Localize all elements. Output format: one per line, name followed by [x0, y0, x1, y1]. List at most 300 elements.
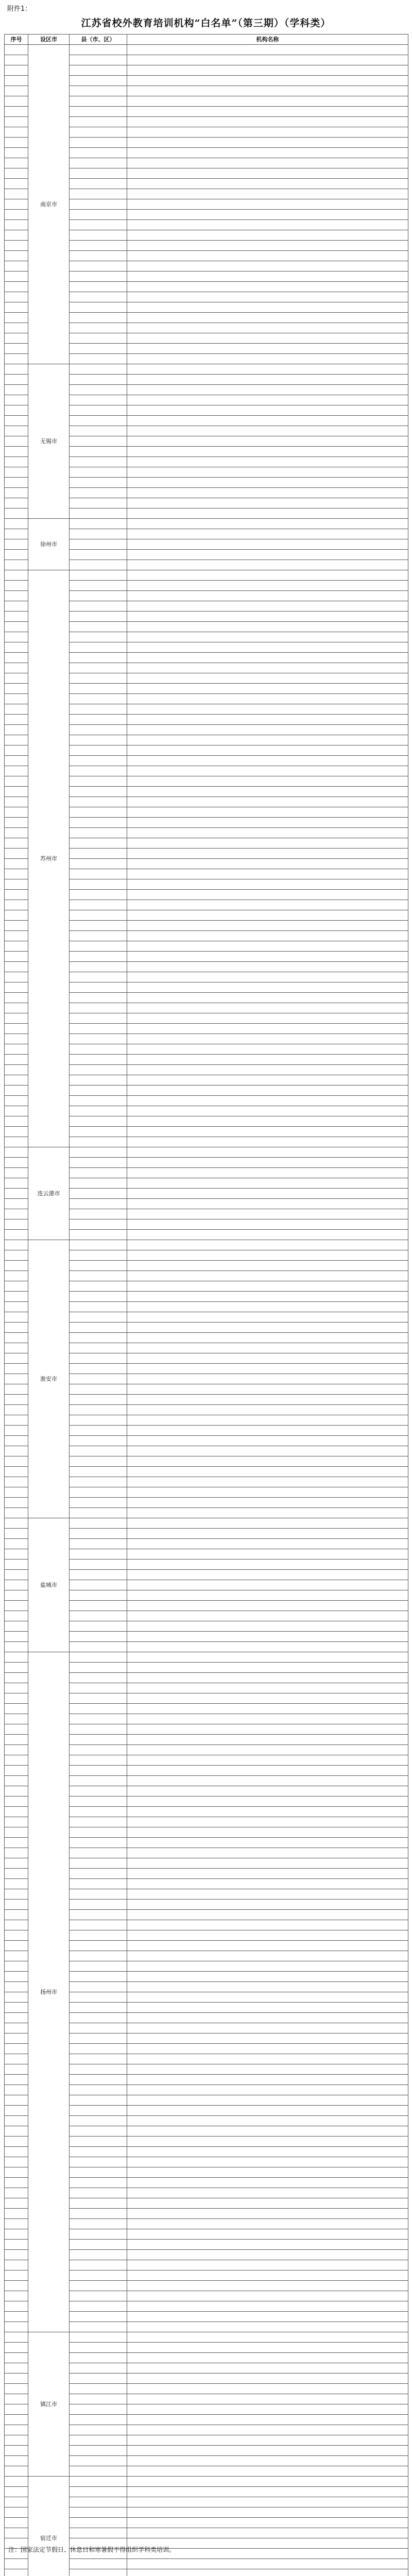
row-index-cell	[5, 859, 28, 869]
row-index-cell	[5, 642, 28, 653]
row-index-cell	[5, 2322, 28, 2332]
district-cell	[70, 632, 127, 642]
institution-name-cell	[127, 395, 408, 405]
institution-name-cell	[127, 1312, 408, 1323]
row-index-cell	[5, 2106, 28, 2116]
district-cell	[70, 550, 127, 560]
institution-name-cell	[127, 2363, 408, 2374]
institution-name-cell	[127, 375, 408, 385]
district-cell	[70, 1219, 127, 1230]
institution-name-cell	[127, 1693, 408, 1704]
district-cell	[70, 2260, 127, 2270]
district-cell	[70, 2477, 127, 2487]
institution-name-cell	[127, 1797, 408, 1807]
district-cell	[70, 76, 127, 86]
row-index-cell	[5, 179, 28, 189]
row-index-cell	[5, 993, 28, 1003]
district-cell	[70, 921, 127, 931]
institution-name-cell	[127, 251, 408, 261]
district-cell	[70, 1889, 127, 1900]
institution-name-cell	[127, 756, 408, 766]
district-cell	[70, 2003, 127, 2013]
institution-name-cell	[127, 2250, 408, 2260]
row-index-cell	[5, 478, 28, 488]
institution-name-cell	[127, 498, 408, 509]
institution-name-cell	[127, 1456, 408, 1467]
district-cell	[70, 2054, 127, 2064]
row-index-cell	[5, 210, 28, 220]
district-cell	[70, 426, 127, 436]
institution-name-cell	[127, 1590, 408, 1601]
row-index-cell	[5, 2363, 28, 2374]
district-cell	[70, 1580, 127, 1590]
district-cell	[70, 2487, 127, 2497]
district-cell	[70, 818, 127, 828]
district-cell	[70, 2250, 127, 2260]
row-index-cell	[5, 879, 28, 890]
district-cell	[70, 1529, 127, 1539]
row-index-cell	[5, 1930, 28, 1941]
institution-name-cell	[127, 2137, 408, 2147]
row-index-cell	[5, 1415, 28, 1426]
institution-name-cell	[127, 1652, 408, 1663]
row-index-cell	[5, 2167, 28, 2178]
row-index-cell	[5, 1477, 28, 1487]
row-index-cell	[5, 2487, 28, 2497]
district-cell	[70, 457, 127, 467]
city-cell: 徐州市	[28, 519, 70, 570]
row-index-cell	[5, 467, 28, 478]
district-cell	[70, 745, 127, 756]
row-index-cell	[5, 375, 28, 385]
district-cell	[70, 1395, 127, 1405]
institution-name-cell	[127, 550, 408, 560]
institution-name-cell	[127, 272, 408, 282]
district-cell	[70, 1075, 127, 1086]
district-cell	[70, 375, 127, 385]
institution-name-cell	[127, 1724, 408, 1735]
header-district: 县（市、区）	[70, 35, 127, 45]
district-cell	[70, 1704, 127, 1714]
district-cell	[70, 1590, 127, 1601]
row-index-cell	[5, 1869, 28, 1879]
district-cell	[70, 96, 127, 107]
district-cell	[70, 642, 127, 653]
district-cell	[70, 859, 127, 869]
institution-name-cell	[127, 2332, 408, 2343]
institution-name-cell	[127, 2384, 408, 2394]
district-cell	[70, 1683, 127, 1693]
district-cell	[70, 1972, 127, 1982]
institution-name-cell	[127, 1951, 408, 1961]
district-cell	[70, 210, 127, 220]
district-cell	[70, 1333, 127, 1343]
row-index-cell	[5, 1786, 28, 1797]
district-cell	[70, 2147, 127, 2157]
district-cell	[70, 199, 127, 210]
row-index-cell	[5, 45, 28, 55]
district-cell	[70, 241, 127, 251]
row-index-cell	[5, 787, 28, 797]
institution-name-cell	[127, 715, 408, 725]
institution-name-cell	[127, 704, 408, 715]
district-cell	[70, 333, 127, 344]
district-cell	[70, 1137, 127, 1147]
district-cell	[70, 168, 127, 179]
district-cell	[70, 2167, 127, 2178]
table-row	[5, 1518, 408, 1529]
row-index-cell	[5, 199, 28, 210]
row-index-cell	[5, 869, 28, 879]
district-cell	[70, 1292, 127, 1302]
row-index-cell	[5, 1972, 28, 1982]
district-cell	[70, 1642, 127, 1652]
institution-name-cell	[127, 725, 408, 735]
district-cell	[70, 1941, 127, 1951]
row-index-cell	[5, 1446, 28, 1456]
district-cell	[70, 1044, 127, 1055]
district-cell	[70, 1807, 127, 1817]
row-index-cell	[5, 2137, 28, 2147]
district-cell	[70, 2415, 127, 2425]
institution-name-cell	[127, 148, 408, 158]
institution-name-cell	[127, 1621, 408, 1632]
row-index-cell	[5, 1827, 28, 1838]
row-index-cell	[5, 2446, 28, 2456]
row-index-cell	[5, 230, 28, 241]
row-index-cell	[5, 766, 28, 776]
row-index-cell	[5, 2374, 28, 2384]
institution-name-cell	[127, 879, 408, 890]
row-index-cell	[5, 1910, 28, 1920]
district-cell	[70, 1158, 127, 1168]
row-index-cell	[5, 251, 28, 261]
district-cell	[70, 261, 127, 272]
row-index-cell	[5, 1467, 28, 1477]
institution-name-cell	[127, 1817, 408, 1827]
district-cell	[70, 993, 127, 1003]
city-cell: 淮安市	[28, 1240, 70, 1518]
row-index-cell	[5, 2404, 28, 2415]
institution-name-cell	[127, 1941, 408, 1951]
row-index-cell	[5, 1570, 28, 1580]
row-index-cell	[5, 1776, 28, 1786]
row-index-cell	[5, 818, 28, 828]
district-cell	[70, 2394, 127, 2404]
district-cell	[70, 2446, 127, 2456]
row-index-cell	[5, 117, 28, 127]
district-cell	[70, 581, 127, 591]
district-cell	[70, 2137, 127, 2147]
row-index-cell	[5, 292, 28, 302]
institution-name-cell	[127, 1858, 408, 1869]
row-index-cell	[5, 1189, 28, 1199]
institution-name-cell	[127, 735, 408, 745]
city-cell: 南京市	[28, 45, 70, 364]
row-index-cell	[5, 1075, 28, 1086]
district-cell	[70, 797, 127, 807]
row-index-cell	[5, 1178, 28, 1189]
row-index-cell	[5, 2044, 28, 2054]
district-cell	[70, 1096, 127, 1106]
district-cell	[70, 2075, 127, 2085]
district-cell	[70, 1910, 127, 1920]
row-index-cell	[5, 570, 28, 581]
district-cell	[70, 1601, 127, 1611]
row-index-cell	[5, 1323, 28, 1333]
row-index-cell	[5, 1261, 28, 1271]
institution-name-cell	[127, 1240, 408, 1250]
institution-name-cell	[127, 1848, 408, 1858]
district-cell	[70, 302, 127, 313]
district-cell	[70, 560, 127, 570]
district-cell	[70, 1086, 127, 1096]
institution-name-cell	[127, 921, 408, 931]
row-index-cell	[5, 2054, 28, 2064]
institution-name-cell	[127, 653, 408, 663]
row-index-cell	[5, 1580, 28, 1590]
institution-name-cell	[127, 354, 408, 364]
district-cell	[70, 1920, 127, 1930]
district-cell	[70, 1323, 127, 1333]
row-index-cell	[5, 2301, 28, 2312]
row-index-cell	[5, 55, 28, 65]
institution-name-cell	[127, 941, 408, 952]
institution-name-cell	[127, 1034, 408, 1044]
district-cell	[70, 1106, 127, 1116]
district-cell	[70, 2291, 127, 2301]
district-cell	[70, 2425, 127, 2435]
row-index-cell	[5, 2075, 28, 2085]
district-cell	[70, 2064, 127, 2075]
institution-name-cell	[127, 1869, 408, 1879]
row-index-cell	[5, 2518, 28, 2528]
institution-name-cell	[127, 1261, 408, 1271]
district-cell	[70, 1302, 127, 1312]
institution-name-cell	[127, 612, 408, 622]
row-index-cell	[5, 2497, 28, 2507]
district-cell	[70, 2085, 127, 2095]
institution-name-cell	[127, 1024, 408, 1034]
institution-name-cell	[127, 158, 408, 168]
institution-name-cell	[127, 591, 408, 601]
row-index-cell	[5, 1137, 28, 1147]
institution-name-cell	[127, 694, 408, 704]
district-cell	[70, 2270, 127, 2281]
row-index-cell	[5, 189, 28, 199]
institution-name-cell	[127, 45, 408, 55]
row-index-cell	[5, 1292, 28, 1302]
row-index-cell	[5, 498, 28, 509]
institution-name-cell	[127, 1364, 408, 1374]
institution-name-cell	[127, 313, 408, 323]
institution-name-cell	[127, 1467, 408, 1477]
district-cell	[70, 2240, 127, 2250]
district-cell	[70, 292, 127, 302]
district-cell	[70, 2281, 127, 2291]
district-cell	[70, 1693, 127, 1704]
row-index-cell	[5, 333, 28, 344]
institution-name-cell	[127, 199, 408, 210]
row-index-cell	[5, 2188, 28, 2198]
district-cell	[70, 344, 127, 354]
district-cell	[70, 849, 127, 859]
institution-name-cell	[127, 2507, 408, 2518]
institution-name-cell	[127, 2260, 408, 2270]
row-index-cell	[5, 776, 28, 787]
district-cell	[70, 1797, 127, 1807]
table-row	[5, 364, 408, 375]
institution-name-cell	[127, 1106, 408, 1116]
institution-name-cell	[127, 1158, 408, 1168]
institution-name-cell	[127, 684, 408, 694]
institution-name-cell	[127, 1900, 408, 1910]
row-index-cell	[5, 76, 28, 86]
institution-name-cell	[127, 96, 408, 107]
district-cell	[70, 138, 127, 148]
district-cell	[70, 519, 127, 529]
row-index-cell	[5, 1240, 28, 1250]
row-index-cell	[5, 1106, 28, 1116]
institution-name-cell	[127, 1116, 408, 1127]
row-index-cell	[5, 2456, 28, 2466]
institution-name-cell	[127, 1395, 408, 1405]
institution-name-cell	[127, 1333, 408, 1343]
institution-name-cell	[127, 2374, 408, 2384]
institution-name-cell	[127, 2054, 408, 2064]
row-index-cell	[5, 1735, 28, 1745]
institution-name-cell	[127, 2013, 408, 2023]
district-cell	[70, 1848, 127, 1858]
district-cell	[70, 1570, 127, 1580]
district-cell	[70, 148, 127, 158]
district-cell	[70, 220, 127, 230]
institution-name-cell	[127, 385, 408, 395]
row-index-cell	[5, 1518, 28, 1529]
district-cell	[70, 55, 127, 65]
district-cell	[70, 1312, 127, 1323]
row-index-cell	[5, 1436, 28, 1446]
institution-name-cell	[127, 1910, 408, 1920]
row-index-cell	[5, 519, 28, 529]
institution-name-cell	[127, 807, 408, 818]
row-index-cell	[5, 550, 28, 560]
table-body	[5, 45, 408, 2576]
institution-name-cell	[127, 1930, 408, 1941]
row-index-cell	[5, 2260, 28, 2270]
row-index-cell	[5, 1158, 28, 1168]
row-index-cell	[5, 1590, 28, 1601]
district-cell	[70, 2518, 127, 2528]
row-index-cell	[5, 395, 28, 405]
institution-name-cell	[127, 1992, 408, 2003]
institution-name-cell	[127, 1560, 408, 1570]
district-cell	[70, 1364, 127, 1374]
city-cell: 宿迁市	[28, 2477, 70, 2576]
district-cell	[70, 1343, 127, 1353]
district-cell	[70, 1724, 127, 1735]
district-cell	[70, 323, 127, 333]
institution-name-cell	[127, 663, 408, 673]
district-cell	[70, 1982, 127, 1992]
district-cell	[70, 2188, 127, 2198]
institution-name-cell	[127, 1044, 408, 1055]
district-cell	[70, 1714, 127, 1724]
row-index-cell	[5, 2466, 28, 2477]
row-index-cell	[5, 1230, 28, 1240]
row-index-cell	[5, 2507, 28, 2518]
row-index-cell	[5, 2240, 28, 2250]
district-cell	[70, 1065, 127, 1075]
district-cell	[70, 2301, 127, 2312]
institution-name-cell	[127, 1611, 408, 1621]
city-cell: 扬州市	[28, 1652, 70, 2332]
institution-name-cell	[127, 797, 408, 807]
district-cell	[70, 591, 127, 601]
institution-name-cell	[127, 1477, 408, 1487]
table-row	[5, 2332, 408, 2343]
row-index-cell	[5, 241, 28, 251]
row-index-cell	[5, 509, 28, 519]
district-cell	[70, 1673, 127, 1683]
row-index-cell	[5, 354, 28, 364]
institution-name-cell	[127, 642, 408, 653]
row-index-cell	[5, 1879, 28, 1889]
institution-name-cell	[127, 529, 408, 539]
district-cell	[70, 2116, 127, 2126]
district-cell	[70, 2374, 127, 2384]
institution-name-cell	[127, 1745, 408, 1755]
table-row	[5, 570, 408, 581]
institution-name-cell	[127, 993, 408, 1003]
district-cell	[70, 931, 127, 941]
district-cell	[70, 2466, 127, 2477]
institution-name-cell	[127, 1446, 408, 1456]
district-cell	[70, 230, 127, 241]
district-cell	[70, 1240, 127, 1250]
city-cell: 镇江市	[28, 2332, 70, 2477]
row-index-cell	[5, 2178, 28, 2188]
row-index-cell	[5, 168, 28, 179]
district-cell	[70, 715, 127, 725]
row-index-cell	[5, 2569, 28, 2576]
row-index-cell	[5, 1961, 28, 1972]
institution-name-cell	[127, 1055, 408, 1065]
row-index-cell	[5, 612, 28, 622]
row-index-cell	[5, 684, 28, 694]
district-cell	[70, 1250, 127, 1261]
row-index-cell	[5, 2013, 28, 2023]
row-index-cell	[5, 2229, 28, 2240]
row-index-cell	[5, 1364, 28, 1374]
district-cell	[70, 2404, 127, 2415]
institution-name-cell	[127, 1189, 408, 1199]
institution-name-cell	[127, 632, 408, 642]
row-index-cell	[5, 1086, 28, 1096]
institution-name-cell	[127, 519, 408, 529]
row-index-cell	[5, 921, 28, 931]
row-index-cell	[5, 1560, 28, 1570]
institution-name-cell	[127, 1137, 408, 1147]
institution-name-cell	[127, 2116, 408, 2126]
district-cell	[70, 251, 127, 261]
institution-name-cell	[127, 2229, 408, 2240]
row-index-cell	[5, 1724, 28, 1735]
institution-name-cell	[127, 2446, 408, 2456]
institution-name-cell	[127, 86, 408, 96]
institution-name-cell	[127, 1353, 408, 1364]
row-index-cell	[5, 1333, 28, 1343]
